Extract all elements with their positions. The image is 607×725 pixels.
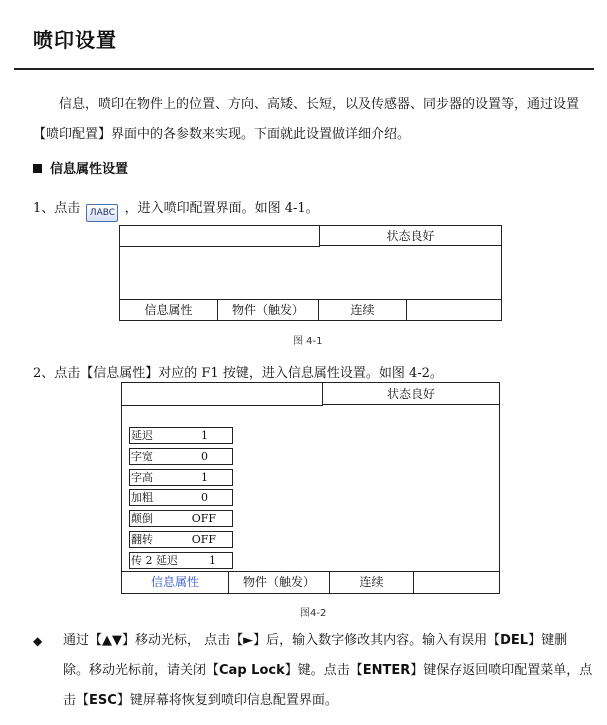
param-value: 1 [201, 470, 208, 484]
tab-message-attributes[interactable]: 信息属性 [122, 572, 229, 593]
tab-continuous[interactable]: 连续 [319, 300, 407, 320]
figure-4-1-screen [119, 225, 502, 321]
param-label: 加粗 [131, 491, 153, 505]
param-value: OFF [191, 512, 216, 526]
tab-object-trigger[interactable]: 物件（触发） [218, 300, 319, 320]
attribute-list [129, 427, 233, 573]
step-1-suffix: ，进入喷印配置界面。如图 4-1。 [124, 201, 319, 216]
instruction-bullet [33, 626, 593, 716]
step-1 [33, 197, 319, 222]
step-1-prefix: 1、点击 [33, 201, 81, 216]
param-invert[interactable] [129, 510, 233, 527]
param-delay[interactable] [129, 427, 233, 444]
status-indicator: 状态良好 [322, 383, 499, 405]
intro-paragraph [33, 90, 593, 150]
function-tab-bar [120, 299, 501, 320]
param-label: 字宽 [131, 449, 153, 463]
key-caps-lock: Cap Lock [219, 663, 285, 678]
figure-4-2-screen [121, 382, 500, 594]
tab-message-attributes[interactable]: 信息属性 [120, 300, 218, 320]
param-value: OFF [191, 532, 216, 546]
diamond-bullet-icon: ◆ [33, 634, 43, 648]
tab-continuous[interactable]: 连续 [330, 572, 414, 593]
param-value: 0 [201, 449, 208, 463]
key-enter: ENTER [362, 663, 411, 678]
figure-4-2-caption: 图4-2 [300, 608, 327, 619]
key-del: DEL [500, 633, 529, 648]
status-indicator: 状态良好 [319, 226, 501, 246]
param-value: 1 [209, 553, 216, 567]
param-value: 1 [201, 429, 208, 442]
param-flip[interactable] [129, 531, 233, 548]
param-char-width[interactable] [129, 448, 233, 465]
tab-empty[interactable] [407, 300, 501, 320]
intro-text: 信息，喷印在物件上的位置、方向、高矮、长短，以及传感器、同步器的设置等，通过设置【喷印配置】界面中的各参数来实现。下面就此设置做详细介绍。 [33, 97, 580, 142]
tab-empty[interactable] [414, 572, 499, 593]
title-divider [14, 68, 594, 70]
param-sensor2-delay[interactable] [129, 552, 233, 569]
param-label: 延迟 [131, 429, 153, 442]
param-char-height[interactable] [129, 469, 233, 486]
step-2: 2、点击【信息属性】对应的 F1 按键，进入信息属性设置。如图 4-2。 [33, 366, 443, 381]
param-label: 颠倒 [131, 512, 153, 526]
function-tab-bar [122, 571, 499, 593]
param-value: 0 [201, 491, 208, 505]
instruction-text: 通过【▲▼】移动光标， 点击【►】后，输入数字修改其内容。输入有误用【DEL】键删除。移动光标前，请关闭【Cap Lock】键。点击【ENTER】键保存返回喷印配置菜单，点击【ESC】键屏幕将恢复到喷印信息配置界面。 [63, 633, 593, 708]
param-label: 字高 [131, 470, 153, 484]
section-heading [33, 158, 128, 177]
param-label: 翻转 [131, 532, 153, 546]
param-label: 传 2 延迟 [131, 553, 178, 567]
tab-object-trigger[interactable]: 物件（触发） [229, 572, 330, 593]
square-bullet-icon [33, 164, 42, 173]
section-heading-text: 信息属性设置 [50, 162, 129, 177]
param-bold[interactable] [129, 489, 233, 506]
figure-4-1-caption: 图 4-1 [293, 336, 323, 347]
message-config-icon[interactable]: ЛABC [86, 204, 118, 222]
page-title: 喷印设置 [33, 28, 117, 52]
key-esc: ESC [89, 693, 117, 708]
